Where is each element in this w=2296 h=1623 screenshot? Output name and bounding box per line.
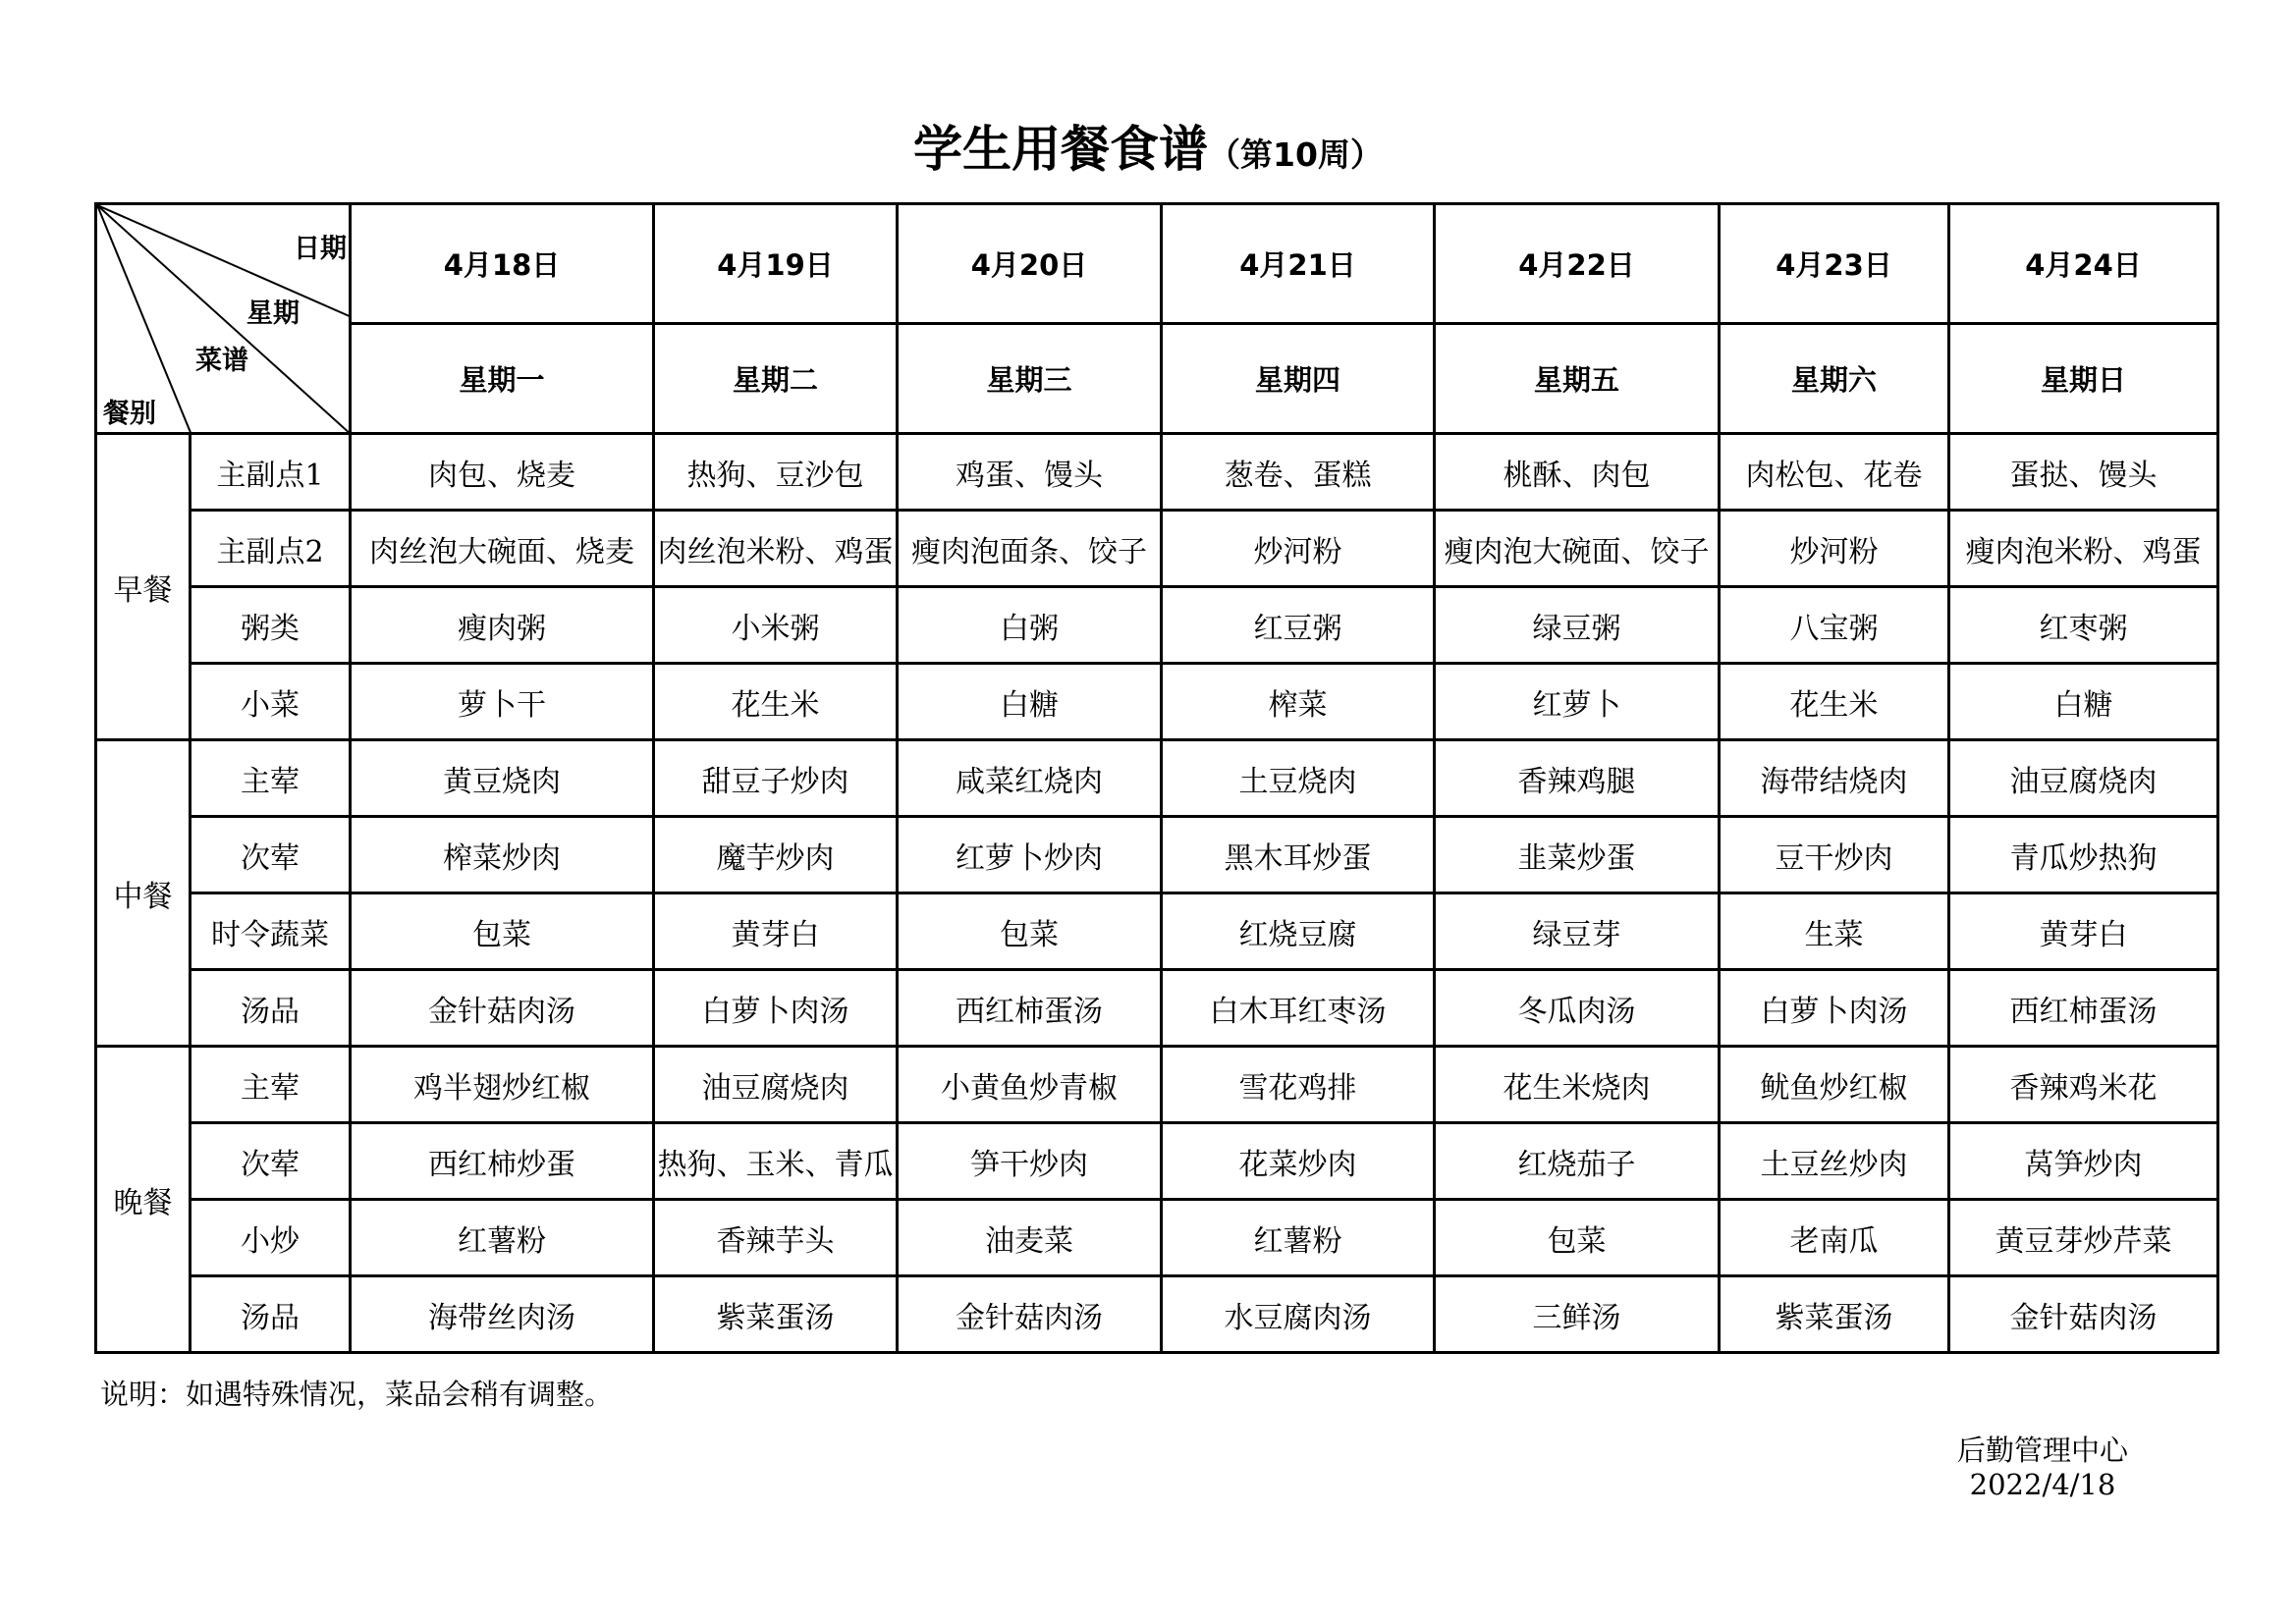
menu-cell: 热狗、豆沙包: [654, 434, 898, 511]
footer-department: 后勤管理中心: [1956, 1434, 2128, 1467]
menu-cell: 香辣芋头: [654, 1200, 898, 1276]
table-row: [96, 817, 2218, 893]
menu-cell: 黄芽白: [654, 893, 898, 970]
menu-cell: 黄豆烧肉: [351, 740, 654, 817]
table-row: [96, 511, 2218, 587]
menu-cell: 莴笋炒肉: [1949, 1123, 2218, 1200]
menu-cell: 包菜: [1435, 1200, 1720, 1276]
table-row: [96, 970, 2218, 1047]
menu-cell: 西红柿蛋汤: [1949, 970, 2218, 1047]
menu-cell: 红烧茄子: [1435, 1123, 1720, 1200]
row-category: 时令蔬菜: [191, 893, 351, 970]
row-category: 小炒: [191, 1200, 351, 1276]
date-header: 4月18日: [351, 204, 654, 324]
menu-cell: 青瓜炒热狗: [1949, 817, 2218, 893]
date-header: 4月21日: [1162, 204, 1435, 324]
corner-menu-label: 菜谱: [195, 346, 248, 376]
menu-cell: 包菜: [898, 893, 1162, 970]
date-header: 4月23日: [1720, 204, 1949, 324]
menu-cell: 冬瓜肉汤: [1435, 970, 1720, 1047]
menu-cell: 咸菜红烧肉: [898, 740, 1162, 817]
menu-cell: 包菜: [351, 893, 654, 970]
meal-label-lunch: 中餐: [96, 740, 191, 1047]
menu-cell: 黑木耳炒蛋: [1162, 817, 1435, 893]
row-category: 汤品: [191, 1276, 351, 1353]
menu-cell: 肉丝泡米粉、鸡蛋: [654, 511, 898, 587]
menu-cell: 黄豆芽炒芹菜: [1949, 1200, 2218, 1276]
table-row: [96, 1200, 2218, 1276]
menu-cell: 肉丝泡大碗面、烧麦: [351, 511, 654, 587]
menu-cell: 瘦肉粥: [351, 587, 654, 664]
table-row: [96, 434, 2218, 511]
menu-cell: 白糖: [898, 664, 1162, 740]
menu-cell: 油豆腐烧肉: [1949, 740, 2218, 817]
menu-cell: 红薯粉: [1162, 1200, 1435, 1276]
menu-cell: 生菜: [1720, 893, 1949, 970]
menu-cell: 小黄鱼炒青椒: [898, 1047, 1162, 1123]
table-row: [96, 1276, 2218, 1353]
menu-cell: 炒河粉: [1162, 511, 1435, 587]
menu-cell: 油豆腐烧肉: [654, 1047, 898, 1123]
menu-cell: 瘦肉泡大碗面、饺子: [1435, 511, 1720, 587]
menu-cell: 红豆粥: [1162, 587, 1435, 664]
menu-cell: 鸡蛋、馒头: [898, 434, 1162, 511]
menu-cell: 甜豆子炒肉: [654, 740, 898, 817]
menu-cell: 萝卜干: [351, 664, 654, 740]
row-category: 汤品: [191, 970, 351, 1047]
menu-cell: 土豆烧肉: [1162, 740, 1435, 817]
table-row: [96, 587, 2218, 664]
menu-cell: 绿豆芽: [1435, 893, 1720, 970]
menu-cell: 魔芋炒肉: [654, 817, 898, 893]
menu-cell: 瘦肉泡米粉、鸡蛋: [1949, 511, 2218, 587]
menu-cell: 肉松包、花卷: [1720, 434, 1949, 511]
weekday-header: 星期日: [1949, 324, 2218, 434]
corner-weekday-label: 星期: [246, 298, 300, 329]
date-header: 4月22日: [1435, 204, 1720, 324]
meal-label-dinner: 晚餐: [96, 1047, 191, 1353]
menu-cell: 油麦菜: [898, 1200, 1162, 1276]
menu-cell: 榨菜: [1162, 664, 1435, 740]
row-category: 次荤: [191, 1123, 351, 1200]
footer-date: 2022/4/18: [1969, 1468, 2116, 1501]
table-row: [96, 1047, 2218, 1123]
table-row: [96, 740, 2218, 817]
menu-cell: 蛋挞、馒头: [1949, 434, 2218, 511]
menu-cell: 小米粥: [654, 587, 898, 664]
menu-cell: 雪花鸡排: [1162, 1047, 1435, 1123]
menu-cell: 花生米: [1720, 664, 1949, 740]
table-row: [96, 893, 2218, 970]
menu-cell: 白萝卜肉汤: [654, 970, 898, 1047]
menu-cell: 榨菜炒肉: [351, 817, 654, 893]
row-category: 小菜: [191, 664, 351, 740]
menu-cell: 花生米: [654, 664, 898, 740]
menu-cell: 金针菇肉汤: [1949, 1276, 2218, 1353]
corner-meal-label: 餐别: [103, 399, 156, 429]
weekday-header: 星期一: [351, 324, 654, 434]
row-category: 粥类: [191, 587, 351, 664]
header-corner: [96, 204, 351, 434]
meal-label-breakfast: 早餐: [96, 434, 191, 740]
menu-cell: 三鲜汤: [1435, 1276, 1720, 1353]
row-category: 主荤: [191, 1047, 351, 1123]
menu-cell: 老南瓜: [1720, 1200, 1949, 1276]
menu-cell: 紫菜蛋汤: [654, 1276, 898, 1353]
row-category: 主副点1: [191, 434, 351, 511]
menu-cell: 花菜炒肉: [1162, 1123, 1435, 1200]
weekday-header: 星期五: [1435, 324, 1720, 434]
menu-cell: 绿豆粥: [1435, 587, 1720, 664]
menu-cell: 桃酥、肉包: [1435, 434, 1720, 511]
weekday-header: 星期四: [1162, 324, 1435, 434]
menu-cell: 鸡半翅炒红椒: [351, 1047, 654, 1123]
date-header: 4月19日: [654, 204, 898, 324]
menu-cell: 肉包、烧麦: [351, 434, 654, 511]
date-header: 4月24日: [1949, 204, 2218, 324]
weekday-header: 星期二: [654, 324, 898, 434]
menu-cell: 土豆丝炒肉: [1720, 1123, 1949, 1200]
menu-cell: 葱卷、蛋糕: [1162, 434, 1435, 511]
menu-cell: 红萝卜炒肉: [898, 817, 1162, 893]
menu-cell: 白木耳红枣汤: [1162, 970, 1435, 1047]
menu-cell: 香辣鸡腿: [1435, 740, 1720, 817]
menu-cell: 红萝卜: [1435, 664, 1720, 740]
menu-cell: 炒河粉: [1720, 511, 1949, 587]
menu-cell: 笋干炒肉: [898, 1123, 1162, 1200]
menu-cell: 白粥: [898, 587, 1162, 664]
title-main: 学生用餐食谱: [913, 121, 1209, 178]
menu-cell: 水豆腐肉汤: [1162, 1276, 1435, 1353]
menu-cell: 白糖: [1949, 664, 2218, 740]
menu-cell: 红枣粥: [1949, 587, 2218, 664]
page-title: [0, 110, 2296, 181]
menu-cell: 韭菜炒蛋: [1435, 817, 1720, 893]
table-row: [96, 1123, 2218, 1200]
weekday-header: 星期六: [1720, 324, 1949, 434]
row-category: 主荤: [191, 740, 351, 817]
menu-cell: 八宝粥: [1720, 587, 1949, 664]
menu-cell: 海带丝肉汤: [351, 1276, 654, 1353]
corner-date-label: 日期: [294, 234, 347, 264]
menu-cell: 白萝卜肉汤: [1720, 970, 1949, 1047]
row-category: 次荤: [191, 817, 351, 893]
menu-cell: 红烧豆腐: [1162, 893, 1435, 970]
menu-cell: 鱿鱼炒红椒: [1720, 1047, 1949, 1123]
table-row: [96, 664, 2218, 740]
weekday-header: 星期三: [898, 324, 1162, 434]
menu-cell: 红薯粉: [351, 1200, 654, 1276]
menu-cell: 西红柿炒蛋: [351, 1123, 654, 1200]
date-header: 4月20日: [898, 204, 1162, 324]
menu-cell: 紫菜蛋汤: [1720, 1276, 1949, 1353]
menu-cell: 金针菇肉汤: [898, 1276, 1162, 1353]
menu-cell: 香辣鸡米花: [1949, 1047, 2218, 1123]
menu-cell: 豆干炒肉: [1720, 817, 1949, 893]
menu-cell: 花生米烧肉: [1435, 1047, 1720, 1123]
menu-cell: 海带结烧肉: [1720, 740, 1949, 817]
adjustment-note: 说明：如遇特殊情况，菜品会稍有调整。: [100, 1378, 614, 1411]
menu-cell: 金针菇肉汤: [351, 970, 654, 1047]
title-week: （第10周）: [1208, 135, 1383, 174]
row-category: 主副点2: [191, 511, 351, 587]
menu-table: [94, 202, 2219, 1354]
menu-cell: 西红柿蛋汤: [898, 970, 1162, 1047]
menu-cell: 黄芽白: [1949, 893, 2218, 970]
menu-cell: 热狗、玉米、青瓜: [654, 1123, 898, 1200]
menu-cell: 瘦肉泡面条、饺子: [898, 511, 1162, 587]
